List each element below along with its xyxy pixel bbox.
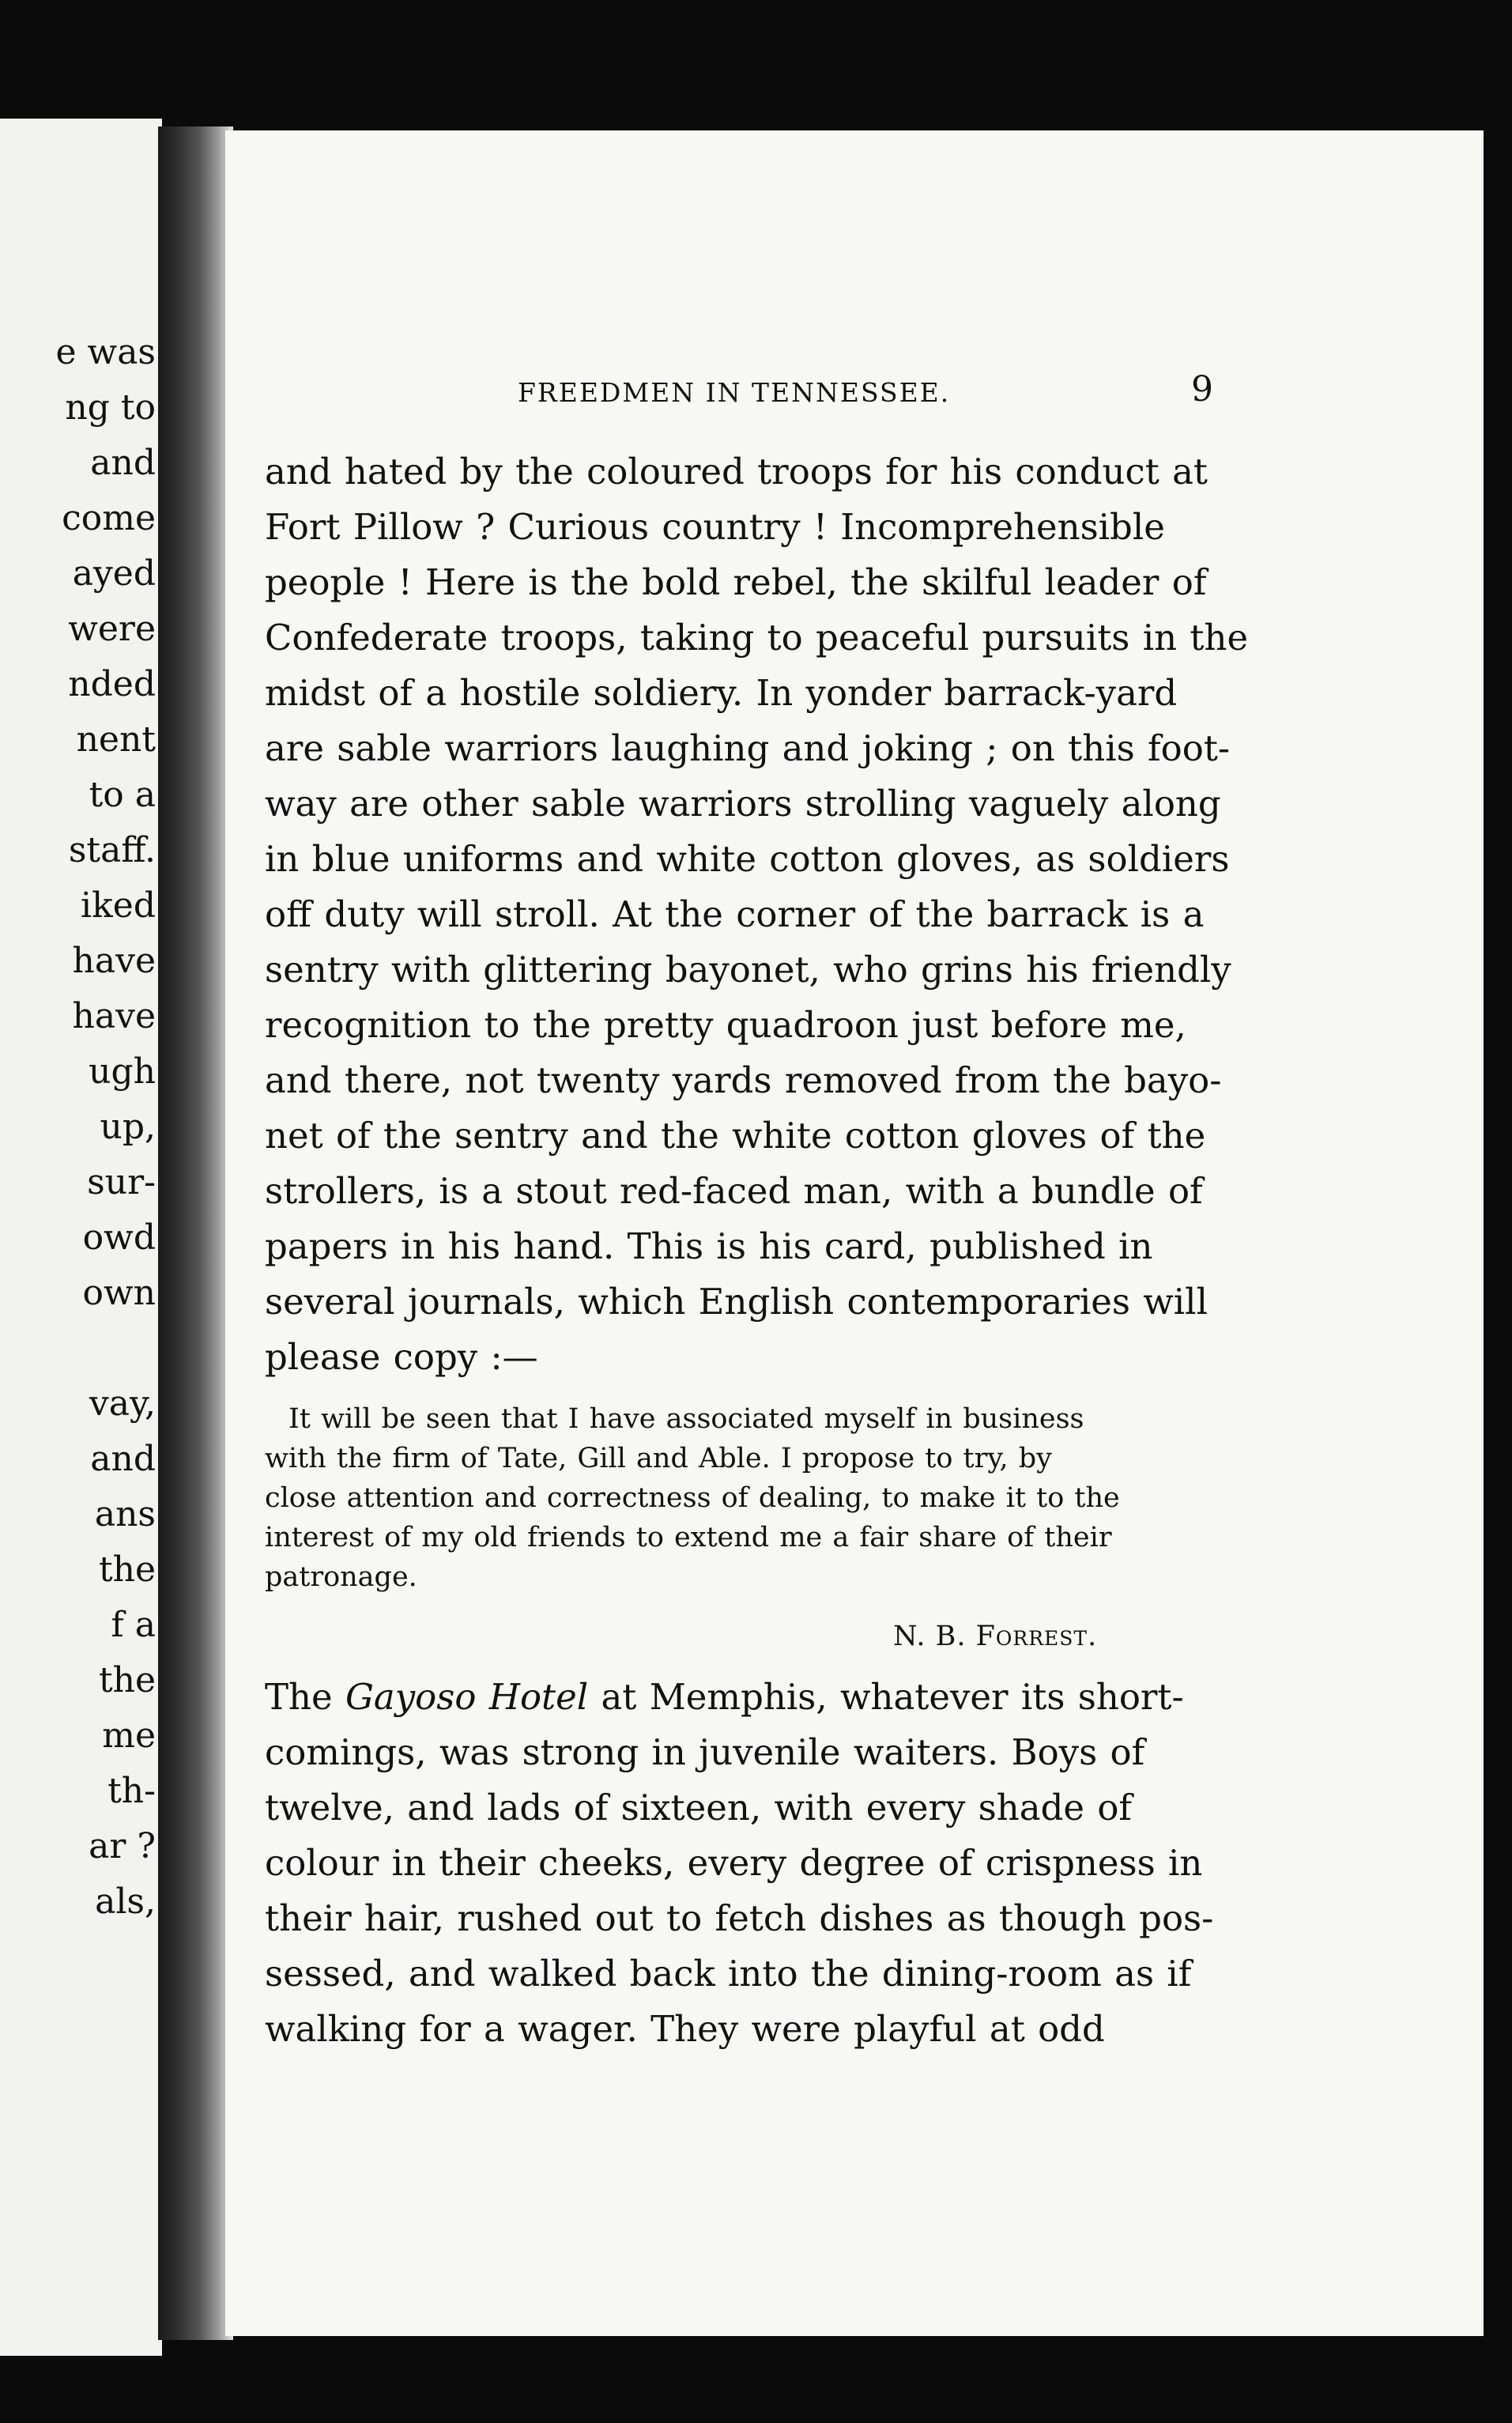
text-line: off duty will stroll. At the corner of the barrack is a	[265, 893, 1205, 935]
left-page-fragment: and	[90, 1439, 156, 1479]
left-page-fragment: staff.	[68, 830, 156, 870]
quote-line: close attention and correctness of dealing, to make it to the	[265, 1482, 1120, 1514]
text-line: please copy :—	[265, 1336, 538, 1378]
quote-line: with the firm of Tate, Gill and Able. I propose to try, by	[265, 1443, 1052, 1474]
left-page-fragment: the	[98, 1660, 156, 1700]
text-line: and there, not twenty yards removed from the bayo-	[265, 1059, 1222, 1101]
left-page-fragment: have	[72, 941, 156, 981]
left-page-fragment: the	[98, 1549, 156, 1590]
left-page-fragment: ans	[94, 1494, 156, 1534]
left-page-fragment: ar ?	[89, 1826, 156, 1866]
quote-line: patronage.	[265, 1561, 417, 1593]
left-page-fragment: owd	[82, 1217, 156, 1258]
left-page-fragment: ng to	[65, 387, 156, 428]
text-line: twelve, and lads of sixteen, with every shade of	[265, 1787, 1133, 1829]
text-line: colour in their cheeks, every degree of crispness in	[265, 1842, 1203, 1884]
left-page-fragment: ugh	[89, 1051, 156, 1092]
text-line: several journals, which English contemporaries will	[265, 1281, 1208, 1323]
left-page-fragment: to a	[89, 775, 156, 815]
text-line: Fort Pillow ? Curious country ! Incomprehensible	[265, 506, 1165, 548]
left-facing-page	[0, 119, 162, 2356]
text-line: sentry with glittering bayonet, who grins his friendly	[265, 949, 1231, 991]
book-page	[225, 130, 1484, 2336]
running-head: FREEDMEN IN TENNESSEE.	[518, 377, 951, 408]
text-line: way are other sable warriors strolling vaguely along	[265, 783, 1221, 825]
left-page-fragment: e was	[55, 332, 156, 372]
left-page-fragment: own	[82, 1273, 156, 1313]
left-page-fragment: iked	[81, 885, 156, 926]
left-page-fragment: als,	[95, 1881, 156, 1922]
text-line: net of the sentry and the white cotton gloves of the	[265, 1115, 1206, 1157]
text-line: their hair, rushed out to fetch dishes as though pos-	[265, 1897, 1214, 1939]
hotel-name: Gayoso Hotel	[345, 1676, 589, 1718]
left-page-fragment: were	[68, 609, 156, 649]
text-fragment: at Memphis, whatever its short-	[588, 1676, 1184, 1718]
text-line: and hated by the coloured troops for his conduct at	[265, 451, 1208, 493]
text-line: comings, was strong in juvenile waiters. Boys of	[265, 1731, 1145, 1773]
left-page-fragment: sur-	[87, 1162, 156, 1202]
left-page-fragment: have	[72, 996, 156, 1036]
quote-line: It will be seen that I have associated myself in business	[288, 1403, 1084, 1435]
text-fragment: The	[265, 1676, 345, 1718]
text-line: in blue uniforms and white cotton gloves, as soldiers	[265, 838, 1230, 880]
text-line: Confederate troops, taking to peaceful pursuits in the	[265, 617, 1249, 659]
signature: N. B. Forrest.	[893, 1621, 1098, 1652]
text-line	[265, 1676, 1184, 1718]
left-page-fragment: come	[62, 498, 156, 538]
text-line: recognition to the pretty quadroon just before me,	[265, 1004, 1186, 1046]
text-line: walking for a wager. They were playful at odd	[265, 2008, 1105, 2050]
left-page-fragment: th-	[107, 1771, 156, 1811]
left-page-fragment: vay,	[89, 1383, 156, 1424]
text-line: papers in his hand. This is his card, published in	[265, 1225, 1153, 1267]
left-page-fragment: ayed	[72, 553, 156, 594]
text-line: people ! Here is the bold rebel, the skilful leader of	[265, 561, 1207, 603]
text-line: strollers, is a stout red-faced man, with a bundle of	[265, 1170, 1203, 1212]
left-page-fragment: f a	[111, 1605, 156, 1645]
left-page-fragment: nent	[76, 719, 156, 760]
left-page-fragment: nded	[68, 664, 156, 704]
page-gutter	[158, 126, 233, 2340]
text-line: are sable warriors laughing and joking ; on this foot-	[265, 727, 1231, 769]
text-line: sessed, and walked back into the dining-room as if	[265, 1953, 1192, 1995]
left-page-fragment: me	[102, 1715, 156, 1756]
quote-line: interest of my old friends to extend me a fair share of their	[265, 1522, 1112, 1553]
left-page-fragment: up,	[100, 1107, 156, 1147]
text-line: midst of a hostile soldiery. In yonder barrack-yard	[265, 672, 1178, 714]
page-number: 9	[1191, 369, 1213, 409]
left-page-fragment: and	[90, 443, 156, 483]
